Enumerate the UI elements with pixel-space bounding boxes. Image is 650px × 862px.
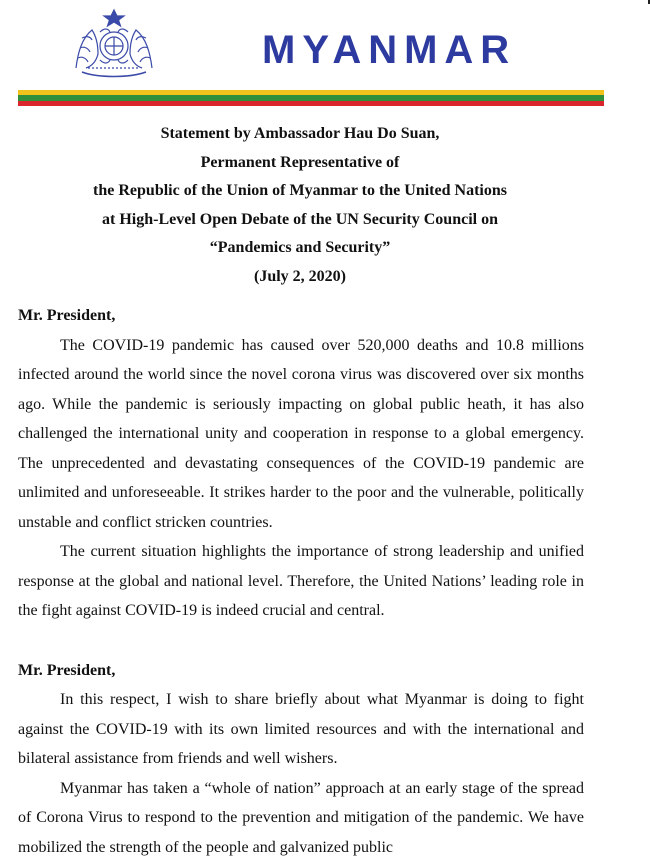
paragraph: Myanmar has taken a “whole of nation” approach at an early stage of the spread of Corona Virus to respond to the prevention and mitigation of the pandemic. We have mobilized the strength of the people and galvanized public — [18, 774, 584, 862]
letterhead — [0, 0, 650, 110]
title-line-2: Permanent Representative of — [0, 149, 600, 178]
letterhead-country-name: MYANMAR — [262, 30, 516, 70]
salutation: Mr. President, — [18, 301, 584, 331]
flag-stripe-red — [18, 101, 604, 106]
salutation: Mr. President, — [18, 656, 584, 686]
title-line-5: “Pandemics and Security” — [0, 234, 600, 263]
paragraph: The COVID-19 pandemic has caused over 520,000 deaths and 10.8 millions infected around the world since the novel corona virus was discovered over six months ago. While the pandemic is seriously impacting on global public heath, it has also challenged the international unity and cooperation in response to a global emergency. The unprecedented and devastating consequences of the COVID-19 pandemic are unlimited and unforeseeable. It strikes harder to the poor and the vulnerable, politically unstable and conflict stricken countries. — [18, 331, 584, 538]
statement-body — [18, 301, 584, 862]
paragraph-gap — [18, 626, 584, 656]
title-line-6: (July 2, 2020) — [0, 263, 600, 292]
title-line-4: at High-Level Open Debate of the UN Security Council on — [0, 206, 600, 235]
state-seal-emblem-icon — [68, 8, 160, 80]
paragraph: The current situation highlights the importance of strong leadership and unified response at the global and national level. Therefore, the United Nations’ leading role in the fight against COVID-19 is indeed crucial and central. — [18, 537, 584, 626]
title-line-3: the Republic of the Union of Myanmar to the United Nations — [0, 177, 600, 206]
flag-stripe — [18, 90, 604, 106]
paragraph: In this respect, I wish to share briefly about what Myanmar is doing to fight against the COVID-19 with its own limited resources and with the international and bilateral assistance from friends and well wishers. — [18, 685, 584, 774]
statement-title — [0, 120, 600, 291]
title-line-1: Statement by Ambassador Hau Do Suan, — [0, 120, 600, 149]
